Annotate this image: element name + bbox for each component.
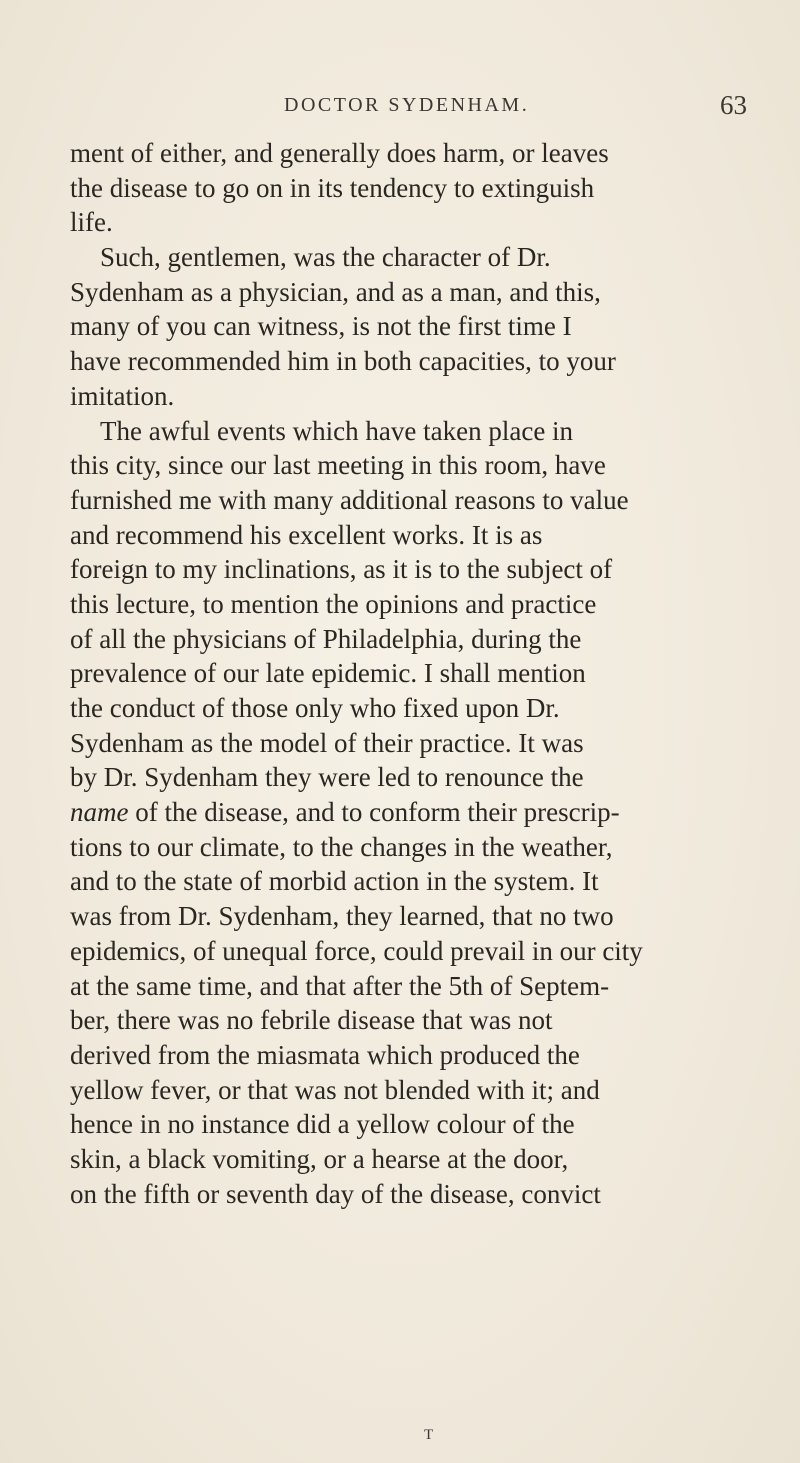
text-line: and recommend his excellent works. It is as xyxy=(70,519,543,550)
text-line xyxy=(70,795,740,830)
text-line: at the same time, and that after the 5th of Septem- xyxy=(70,970,610,1001)
text-line: skin, a black vomiting, or a hearse at the door, xyxy=(70,1143,569,1174)
text-line: epidemics, of unequal force, could prevail in our city xyxy=(70,935,643,966)
text-line: ment of either, and generally does harm, or leaves xyxy=(70,138,609,168)
running-title: DOCTOR SYDENHAM. xyxy=(284,94,530,116)
running-head xyxy=(0,90,800,130)
signature-mark: T xyxy=(424,1427,434,1443)
text-line: ber, there was no febrile disease that was not xyxy=(70,1005,553,1036)
text-line: on the fifth or seventh day of the disease, convict xyxy=(70,1178,601,1209)
text-line: derived from the miasmata which produced the xyxy=(70,1039,580,1070)
text-line: The awful events which have taken place in xyxy=(100,415,574,446)
text-line: by Dr. Sydenham they were led to renounce the xyxy=(70,762,584,793)
text-line: of all the physicians of Philadelphia, during the xyxy=(70,623,582,654)
text-line: many of you can witness, is not the first time I xyxy=(70,311,572,342)
italic-word: name xyxy=(70,797,129,828)
text-line: foreign to my inclinations, as it is to the subject of xyxy=(70,554,613,585)
text-line: yellow fever, or that was not blended with it; and xyxy=(70,1074,600,1105)
text-line: and to the state of morbid action in the system. It xyxy=(70,866,599,897)
text-line: tions to our climate, to the changes in the weather, xyxy=(70,831,613,862)
page-number: 63 xyxy=(720,90,747,120)
text-line: imitation. xyxy=(70,380,175,411)
text-line: Sydenham as the model of their practice. It was xyxy=(70,727,584,758)
body-text xyxy=(70,136,740,1211)
text-line: prevalence of our late epidemic. I shall mention xyxy=(70,658,586,689)
text-line: the disease to go on in its tendency to extinguish xyxy=(70,172,595,203)
text-line: Such, gentlemen, was the character of Dr. xyxy=(100,242,551,273)
text-line: the conduct of those only who fixed upon Dr. xyxy=(70,693,560,723)
text-line: hence in no instance did a yellow colour of the xyxy=(70,1109,575,1140)
text-line: was from Dr. Sydenham, they learned, that no two xyxy=(70,901,614,932)
text-line: furnished me with many additional reasons to value xyxy=(70,484,629,515)
text-line: this city, since our last meeting in this room, have xyxy=(70,450,606,481)
text-line: Sydenham as a physician, and as a man, and this, xyxy=(70,276,601,307)
text-line: have recommended him in both capacities, to your xyxy=(70,346,616,377)
text-line: this lecture, to mention the opinions and practice xyxy=(70,588,597,619)
text-line: life. xyxy=(70,207,113,238)
text-line-rest: of the disease, and to conform their prescrip- xyxy=(128,797,620,828)
